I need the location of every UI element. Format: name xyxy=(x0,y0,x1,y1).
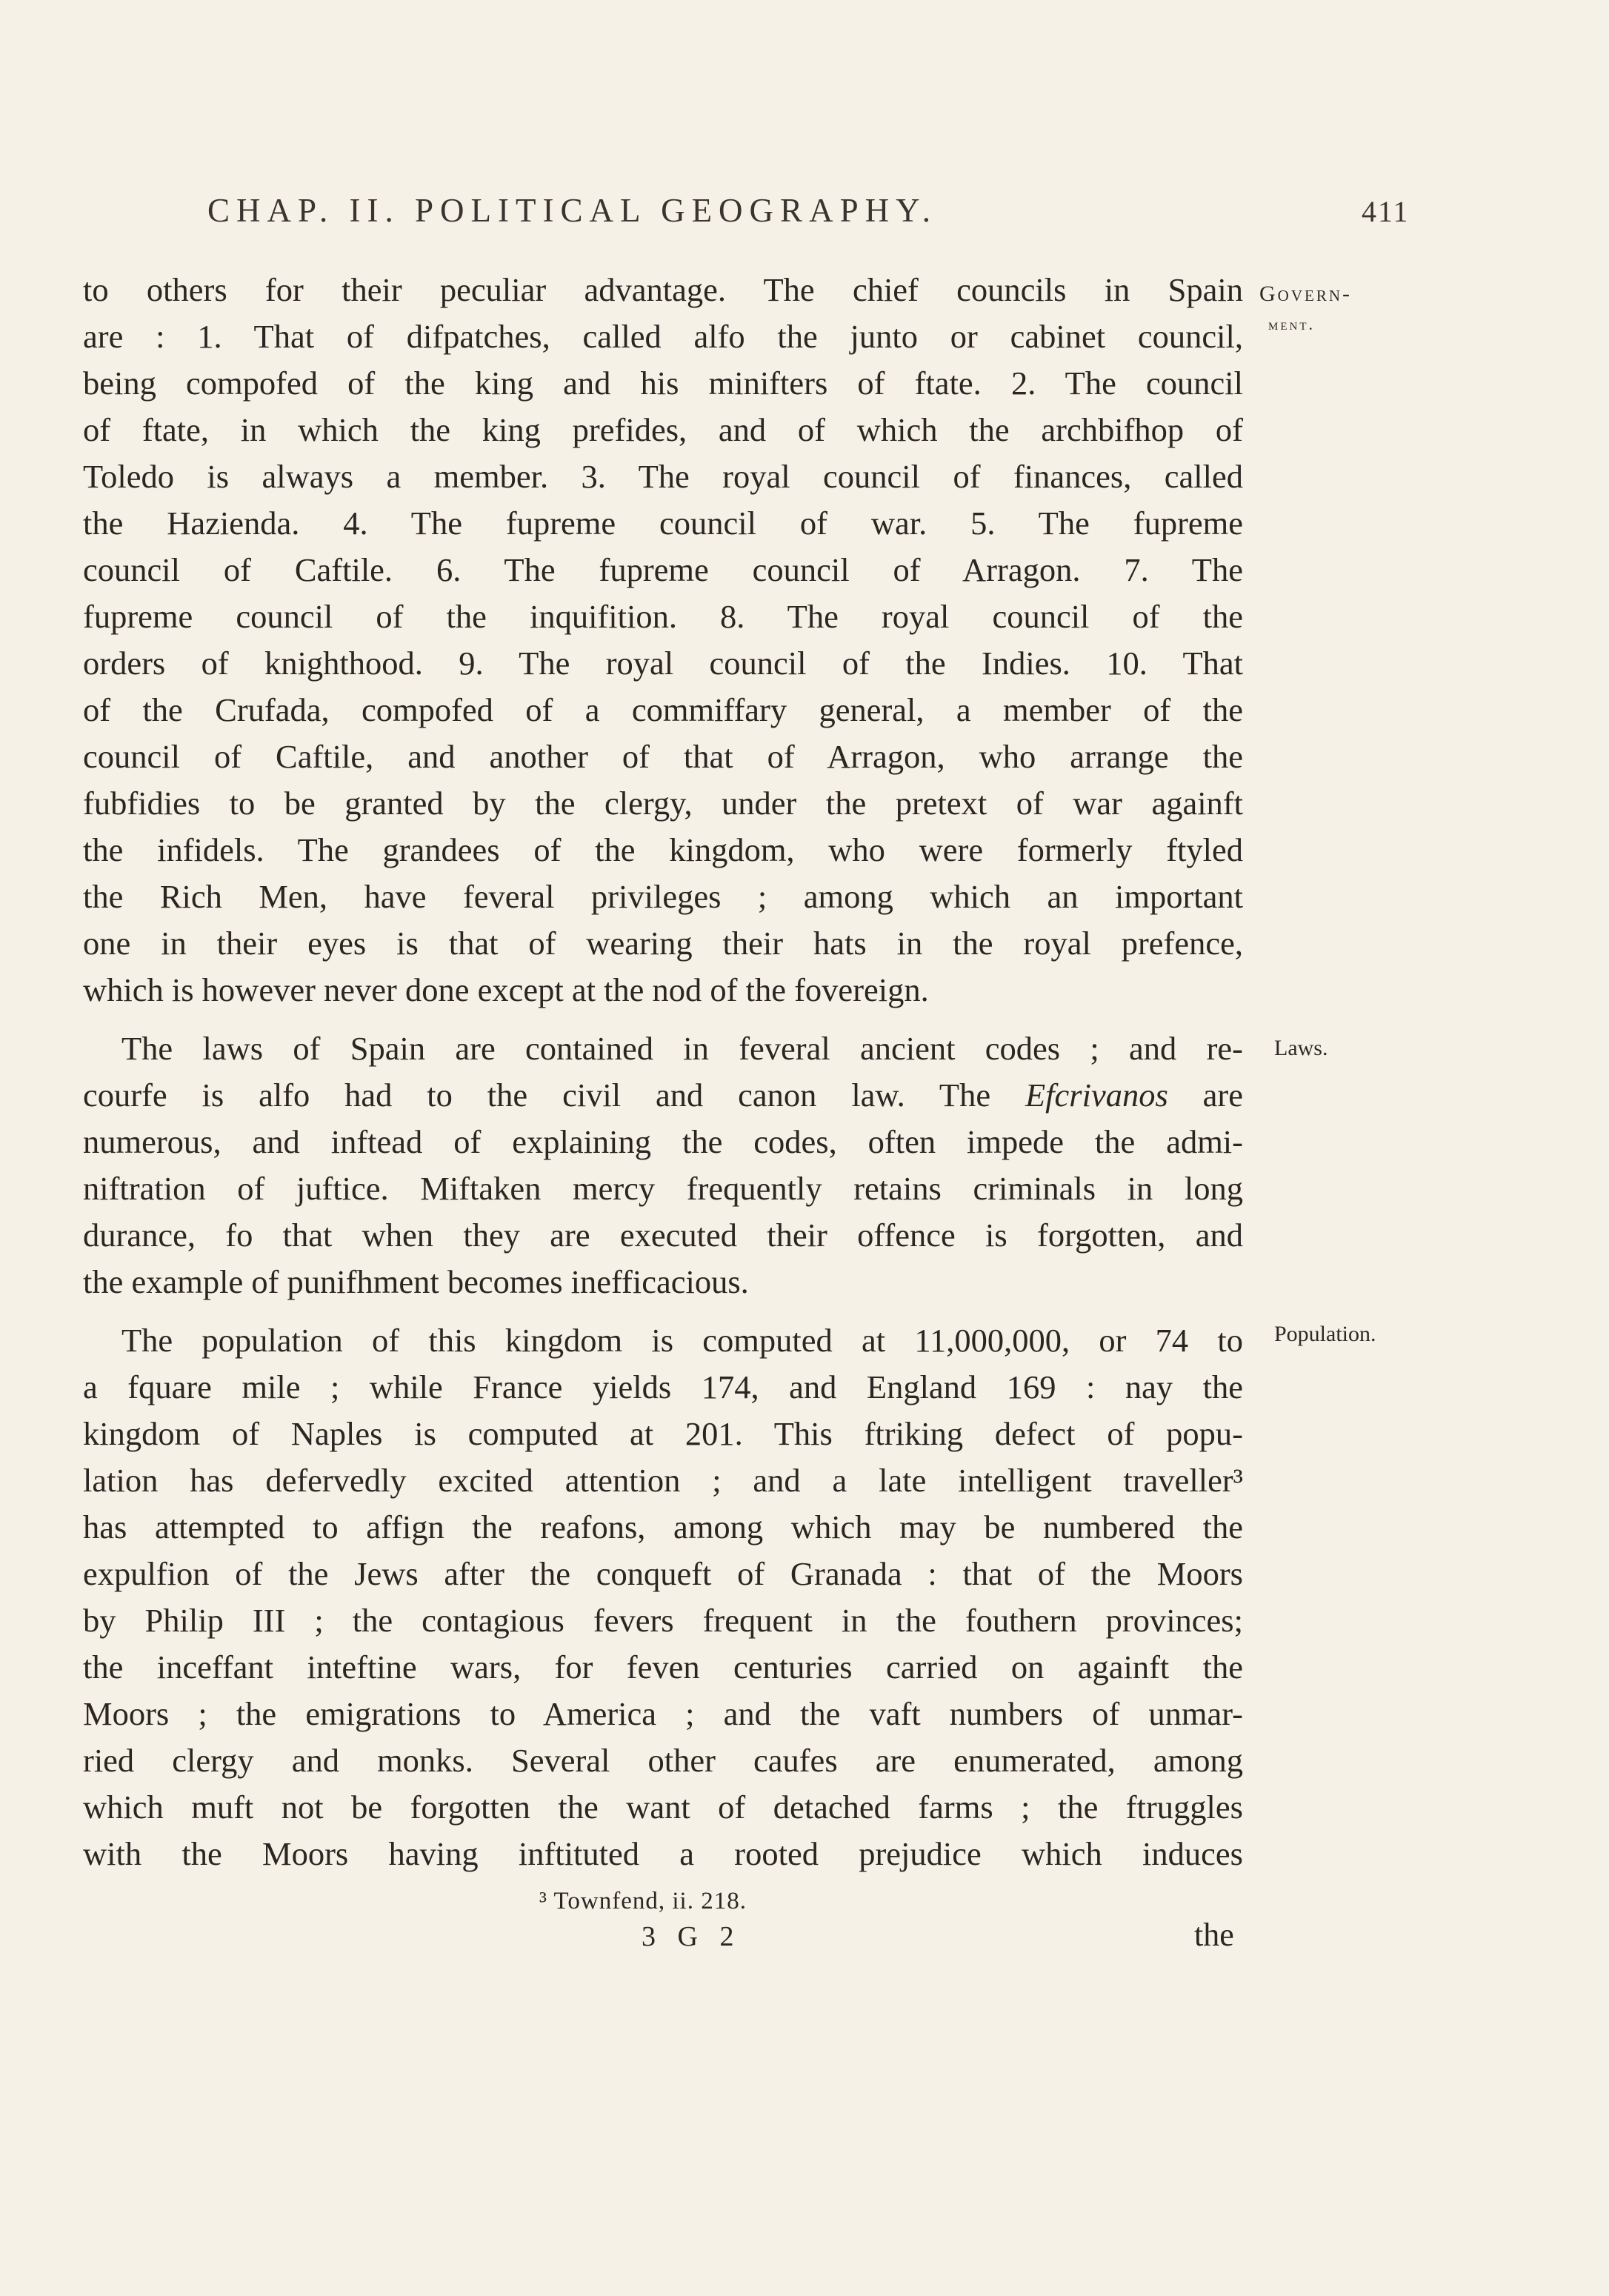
text-line: Moors ; the emigrations to America ; and the vaft numbers of unmar- xyxy=(83,1695,1243,1732)
text-fragment: are xyxy=(1167,1077,1243,1114)
text-line: orders of knighthood. 9. The royal council of the Indies. 10. That xyxy=(83,645,1243,682)
text-line: Toledo is always a member. 3. The royal council of finances, called xyxy=(83,458,1243,495)
text-line: the infidels. The grandees of the kingdom, who were formerly ftyled xyxy=(83,831,1243,868)
text-line: durance, fo that when they are executed their offence is forgotten, and xyxy=(83,1217,1243,1254)
paragraph-laws xyxy=(83,1025,1243,1305)
text-line: council of Caftile. 6. The fupreme council of Arragon. 7. The xyxy=(83,551,1243,588)
text-line: which is however never done except at the nod of the fovereign. xyxy=(83,971,929,1008)
text-line: numerous, and inftead of explaining the codes, often impede the admi- xyxy=(83,1123,1243,1160)
text-line: fupreme council of the inquifition. 8. The royal council of the xyxy=(83,598,1243,635)
paragraph-government xyxy=(83,267,1243,1014)
text-fragment: courfe is alfo had to the civil and canon law. The xyxy=(83,1077,1025,1114)
text-line: a fquare mile ; while France yields 174, and England 169 : nay the xyxy=(83,1368,1243,1405)
catchword: the xyxy=(1194,1917,1234,1953)
text-line: lation has defervedly excited attention ; and a late intelligent traveller³ xyxy=(83,1462,1243,1499)
margin-note-government: Govern- xyxy=(1259,282,1352,306)
text-line: by Philip III ; the contagious fevers frequent in the fouthern provinces; xyxy=(83,1602,1243,1639)
running-title: CHAP. II. POLITICAL GEOGRAPHY. xyxy=(207,192,938,229)
text-line: fubfidies to be granted by the clergy, under the pretext of war againft xyxy=(83,785,1243,822)
signature-mark: 3 G 2 xyxy=(642,1921,742,1952)
text-line: expulfion of the Jews after the conqueft of Granada : that of the Moors xyxy=(83,1555,1243,1592)
text-line: one in their eyes is that of wearing their hats in the royal prefence, xyxy=(83,925,1243,962)
body-text xyxy=(83,267,1243,1877)
page-number: 411 xyxy=(1362,195,1410,228)
text-line xyxy=(83,1072,1243,1119)
text-line: with the Moors having inftituted a rooted prejudice which induces xyxy=(83,1835,1243,1872)
footnote: ³ Townfend, ii. 218. xyxy=(539,1888,747,1914)
text-line: are : 1. That of difpatches, called alfo the junto or cabinet council, xyxy=(83,318,1243,355)
italic-term: Efcrivanos xyxy=(1025,1077,1168,1114)
text-line: The laws of Spain are contained in feveral ancient codes ; and re- xyxy=(121,1030,1243,1067)
text-line: being compofed of the king and his minifters of ftate. 2. The council xyxy=(83,365,1243,402)
text-line: the inceffant inteftine wars, for feven centuries carried on againft the xyxy=(83,1648,1243,1686)
text-line: kingdom of Naples is computed at 201. This ftriking defect of popu- xyxy=(83,1415,1243,1452)
text-line: the Rich Men, have feveral privileges ; among which an important xyxy=(83,878,1243,915)
text-line: which muft not be forgotten the want of detached farms ; the ftruggles xyxy=(83,1788,1243,1826)
text-line: of the Crufada, compofed of a commiffary general, a member of the xyxy=(83,691,1243,728)
text-line: of ftate, in which the king prefides, and of which the archbifhop of xyxy=(83,411,1243,448)
text-line: the example of punifhment becomes inefficacious. xyxy=(83,1263,749,1300)
margin-note-government-cont: ment. xyxy=(1268,315,1315,333)
text-line: niftration of juftice. Miftaken mercy frequently retains criminals in long xyxy=(83,1170,1243,1207)
text-line: the Hazienda. 4. The fupreme council of war. 5. The fupreme xyxy=(83,505,1243,542)
text-line: council of Caftile, and another of that of Arragon, who arrange the xyxy=(83,738,1243,775)
text-line: ried clergy and monks. Several other caufes are enumerated, among xyxy=(83,1742,1243,1779)
text-line: to others for their peculiar advantage. The chief councils in Spain xyxy=(83,271,1243,308)
paragraph-population xyxy=(83,1317,1243,1877)
margin-note-population: Population. xyxy=(1274,1322,1376,1346)
margin-note-laws: Laws. xyxy=(1274,1036,1328,1060)
text-line: has attempted to affign the reafons, among which may be numbered the xyxy=(83,1508,1243,1545)
text-line: The population of this kingdom is computed at 11,000,000, or 74 to xyxy=(121,1322,1243,1359)
